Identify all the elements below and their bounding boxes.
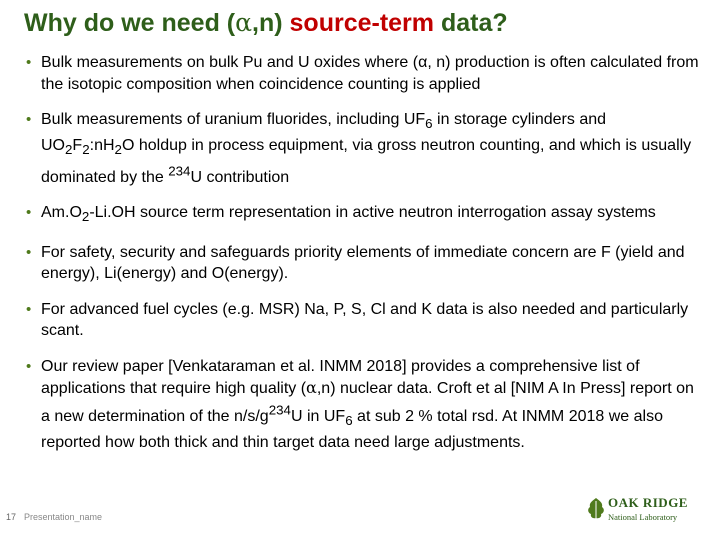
title-text-2: ,n) [252,9,290,37]
bullet-marker: • [26,243,32,261]
oak-leaf-icon [586,497,606,523]
title-text-3: data? [434,9,508,37]
bullet-marker: • [26,300,32,318]
bullet-item [24,52,700,95]
title-text-1: Why do we need ( [24,9,236,37]
bullet-marker: • [26,204,32,222]
logo-line2: National Laboratory [608,512,678,522]
presentation-name: Presentation_name [24,512,103,522]
oak-ridge-logo [586,495,696,527]
bullet-item [24,356,700,454]
bullet-item [24,109,700,188]
bullet-marker: • [26,111,32,128]
slide-title [24,8,508,38]
bullet-text: Bulk measurements of uranium fluorides, including $UF_6$ in storage cylinders and $UO_2F_2:nH_2O$ holdup in process equipment, via gross neutron counting, and which is usually dominated by the $^{234}$U contribution [41,111,692,186]
logo-line1: OAK RIDGE [608,495,688,510]
title-alpha: α [235,8,253,37]
bullet-text: Bulk measurements on bulk Pu and U oxides where (α, n) production is often calculated from the isotopic composition when coincidence counting is applied [41,54,699,93]
bullet-text: For advanced fuel cycles (e.g. MSR) Na, P, S, Cl and K data is also needed and particularly scant. [41,300,689,340]
bullet-item [24,299,700,342]
bullet-marker: • [26,54,32,71]
bullet-list [24,52,700,467]
bullet-text: Our review paper [Venkataraman et al. INMM 2018] provides a comprehensive list of applications that require high quality (α,n) nuclear data. Croft et al [NIM A In Press] report on a new determination of the $n/s/g^{234}U$ in $UF_6$ at sub 2 % total rsd. At INMM 2018 we also reported how both thick and thin target data need large adjustments. [41,357,694,451]
bullet-text: For safety, security and safeguards priority elements of immediate concern are F (yield and energy), Li(energy) and O(energy). [41,243,685,283]
bullet-item [24,242,700,285]
bullet-marker: • [26,357,32,375]
page-number: 17 [6,512,17,522]
title-highlight: source-term [289,9,435,37]
bullet-item [24,202,700,228]
bullet-text: $Am.O_2-Li.OH$ source term representation in active neutron interrogation assay systems [41,204,656,225]
